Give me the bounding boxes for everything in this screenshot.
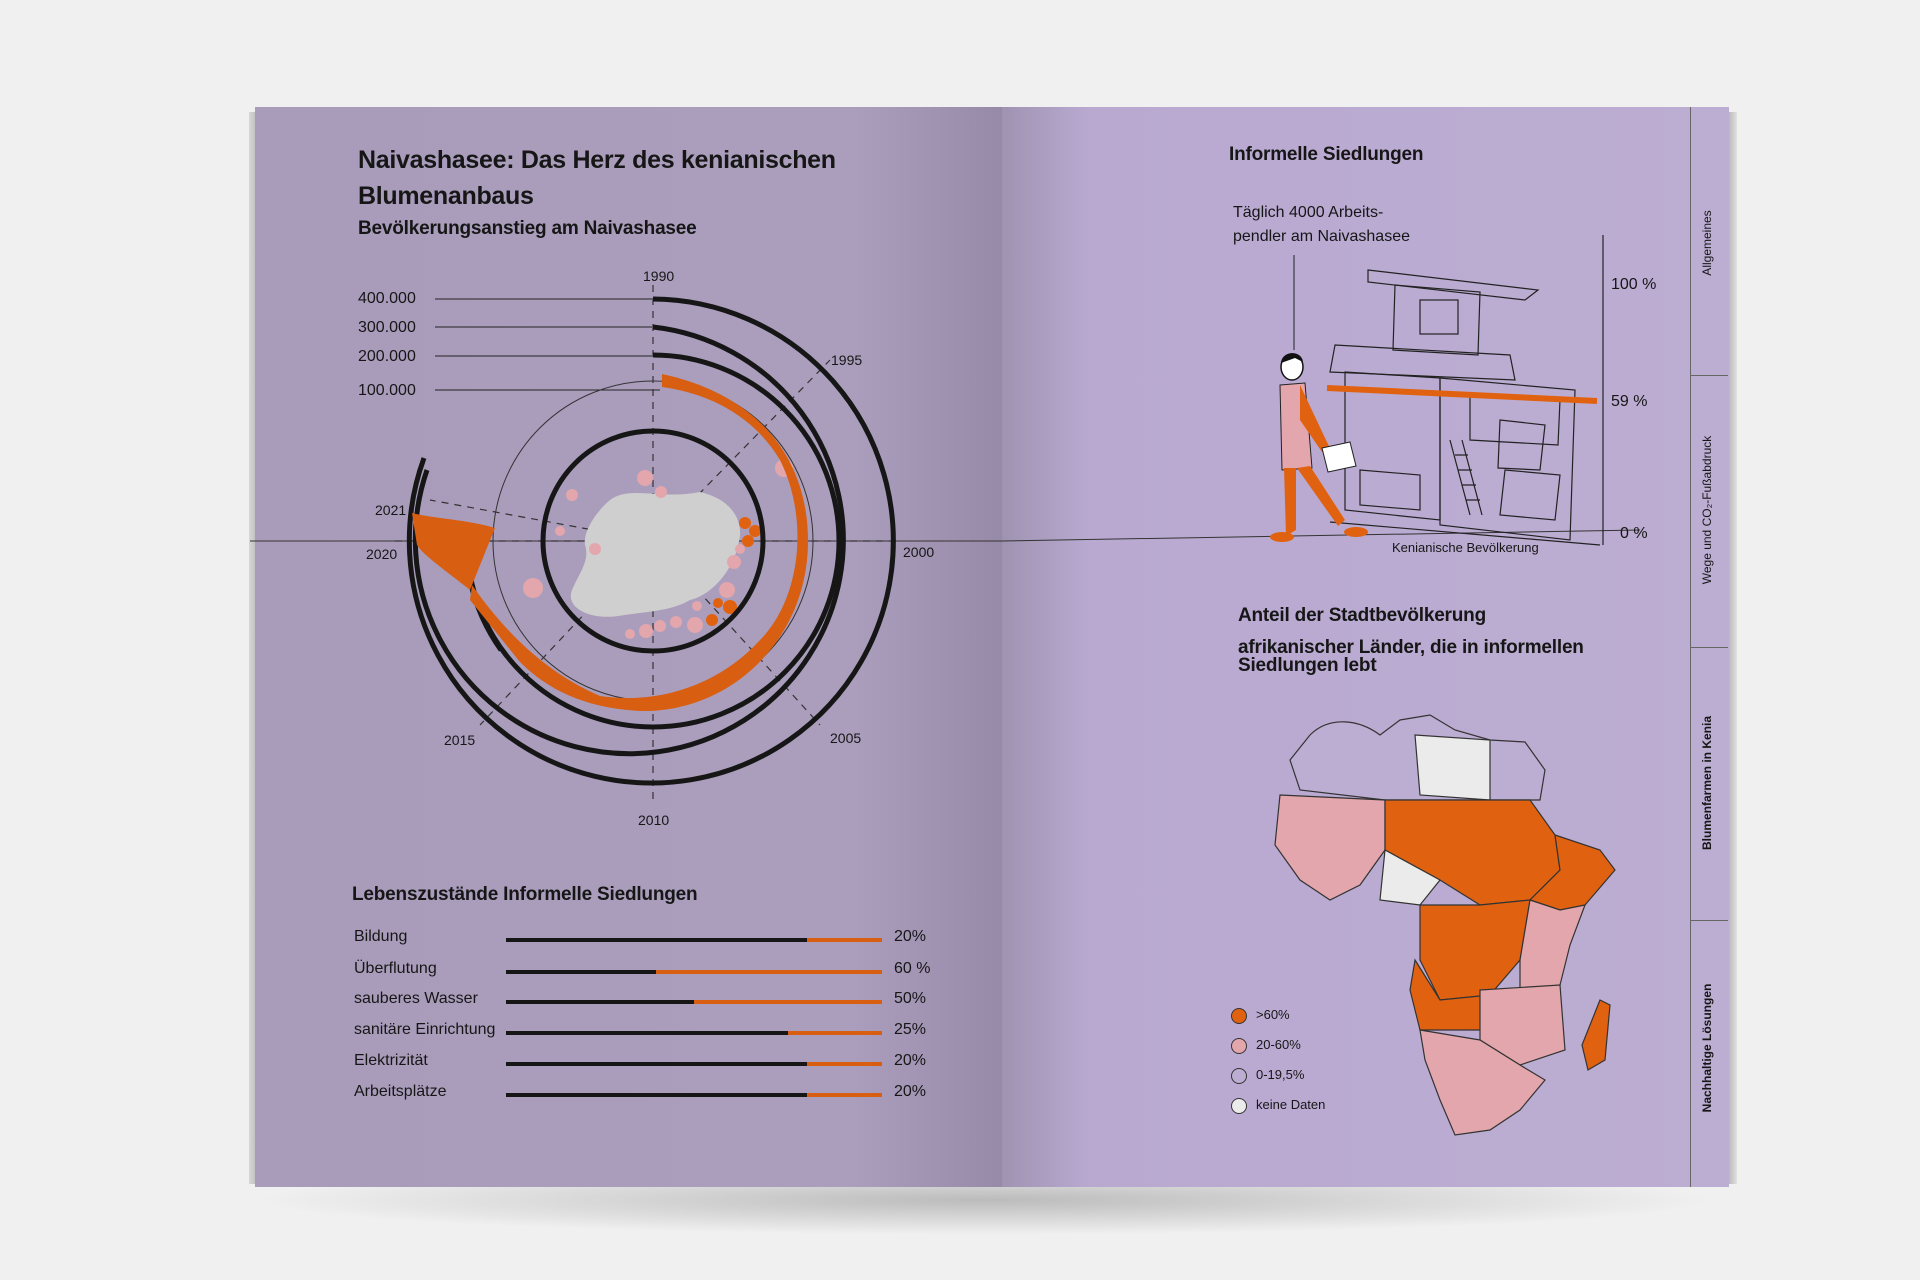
- scale-label-400k: 400.000: [358, 290, 416, 307]
- living-row-value: 20%: [894, 1083, 927, 1100]
- tab-nachhaltige-loesungen[interactable]: [1692, 925, 1722, 1170]
- scale-label-300k: 300.000: [358, 319, 416, 336]
- axis-label-100: 100 %: [1611, 276, 1657, 293]
- scale-label-200k: 200.000: [358, 348, 416, 365]
- map-east: [1520, 900, 1585, 990]
- tab-label-nachhaltige-loesungen: Nachhaltige Lösungen: [1700, 983, 1714, 1112]
- page-title-line1: Naivashasee: Das Herz des kenianischen: [358, 146, 836, 174]
- living-row-label: Bildung: [354, 928, 408, 945]
- legend-swatch: [1231, 1068, 1247, 1084]
- living-row-label: sanitäre Einrichtung: [354, 1021, 496, 1038]
- living-row-label: Überflutung: [354, 960, 437, 977]
- map-madagascar: [1582, 1000, 1610, 1070]
- map-title-line2: afrikanischer Länder, die in informellen: [1238, 637, 1584, 658]
- year-label-2021: 2021: [375, 502, 407, 518]
- map-libya: [1415, 735, 1490, 800]
- living-conditions-title: Lebenszustände Informelle Siedlungen: [352, 884, 698, 905]
- page-title-line2: Blumenanbaus: [358, 182, 534, 210]
- year-label-2020: 2020: [366, 546, 398, 562]
- tab-separator-2: [1690, 647, 1728, 648]
- tab-separator-3: [1690, 920, 1728, 921]
- living-row-value: 20%: [894, 928, 927, 945]
- map-central-high: [1420, 900, 1530, 1000]
- living-row-value: 50%: [894, 990, 927, 1007]
- living-row-label: Arbeitsplätze: [354, 1083, 447, 1100]
- tab-wege-co2[interactable]: [1692, 380, 1722, 640]
- tab-blumenfarmen[interactable]: [1692, 650, 1722, 915]
- map-title-line1: Anteil der Stadtbevölkerung: [1238, 605, 1486, 626]
- legend-label: keine Daten: [1256, 1097, 1326, 1112]
- map-west-africa: [1275, 795, 1385, 900]
- living-row-value: 60 %: [894, 960, 931, 977]
- legend-label: 0-19,5%: [1256, 1067, 1305, 1082]
- section-title: Informelle Siedlungen: [1229, 144, 1424, 165]
- living-row-value: 25%: [894, 1021, 927, 1038]
- year-label-2015: 2015: [444, 732, 476, 748]
- living-row-label: Elektrizität: [354, 1052, 428, 1069]
- year-label-1995: 1995: [831, 352, 863, 368]
- commuter-text-line2: pendler am Naivashasee: [1233, 228, 1410, 245]
- commuter-text-line1: Täglich 4000 Arbeits-: [1233, 204, 1384, 221]
- legend-swatch: [1231, 1008, 1247, 1024]
- axis-caption: Kenianische Bevölkerung: [1392, 540, 1539, 555]
- living-row-value: 20%: [894, 1052, 927, 1069]
- year-label-2005: 2005: [830, 730, 862, 746]
- living-row-label: sauberes Wasser: [354, 990, 478, 1007]
- legend-swatch: [1231, 1038, 1247, 1054]
- tab-label-blumenfarmen: Blumenfarmen in Kenia: [1700, 715, 1714, 850]
- legend-label: >60%: [1256, 1007, 1290, 1022]
- page-subtitle: Bevölkerungsanstieg am Naivashasee: [358, 218, 697, 239]
- year-label-2010: 2010: [638, 812, 670, 828]
- map-title-line3: Siedlungen lebt: [1238, 655, 1377, 676]
- year-label-2000: 2000: [903, 544, 935, 560]
- axis-label-0: 0 %: [1620, 525, 1648, 542]
- tab-allgemeines[interactable]: [1692, 120, 1722, 365]
- legend-label: 20-60%: [1256, 1037, 1301, 1052]
- scale-label-100k: 100.000: [358, 382, 416, 399]
- tab-label-allgemeines: Allgemeines: [1700, 209, 1714, 276]
- legend-swatch: [1231, 1098, 1247, 1114]
- tab-separator-1: [1690, 375, 1728, 376]
- year-label-1990: 1990: [643, 268, 675, 284]
- tab-label-wege-co2: Wege und CO₂-Fußabdruck: [1700, 435, 1714, 585]
- axis-label-59: 59 %: [1611, 393, 1648, 410]
